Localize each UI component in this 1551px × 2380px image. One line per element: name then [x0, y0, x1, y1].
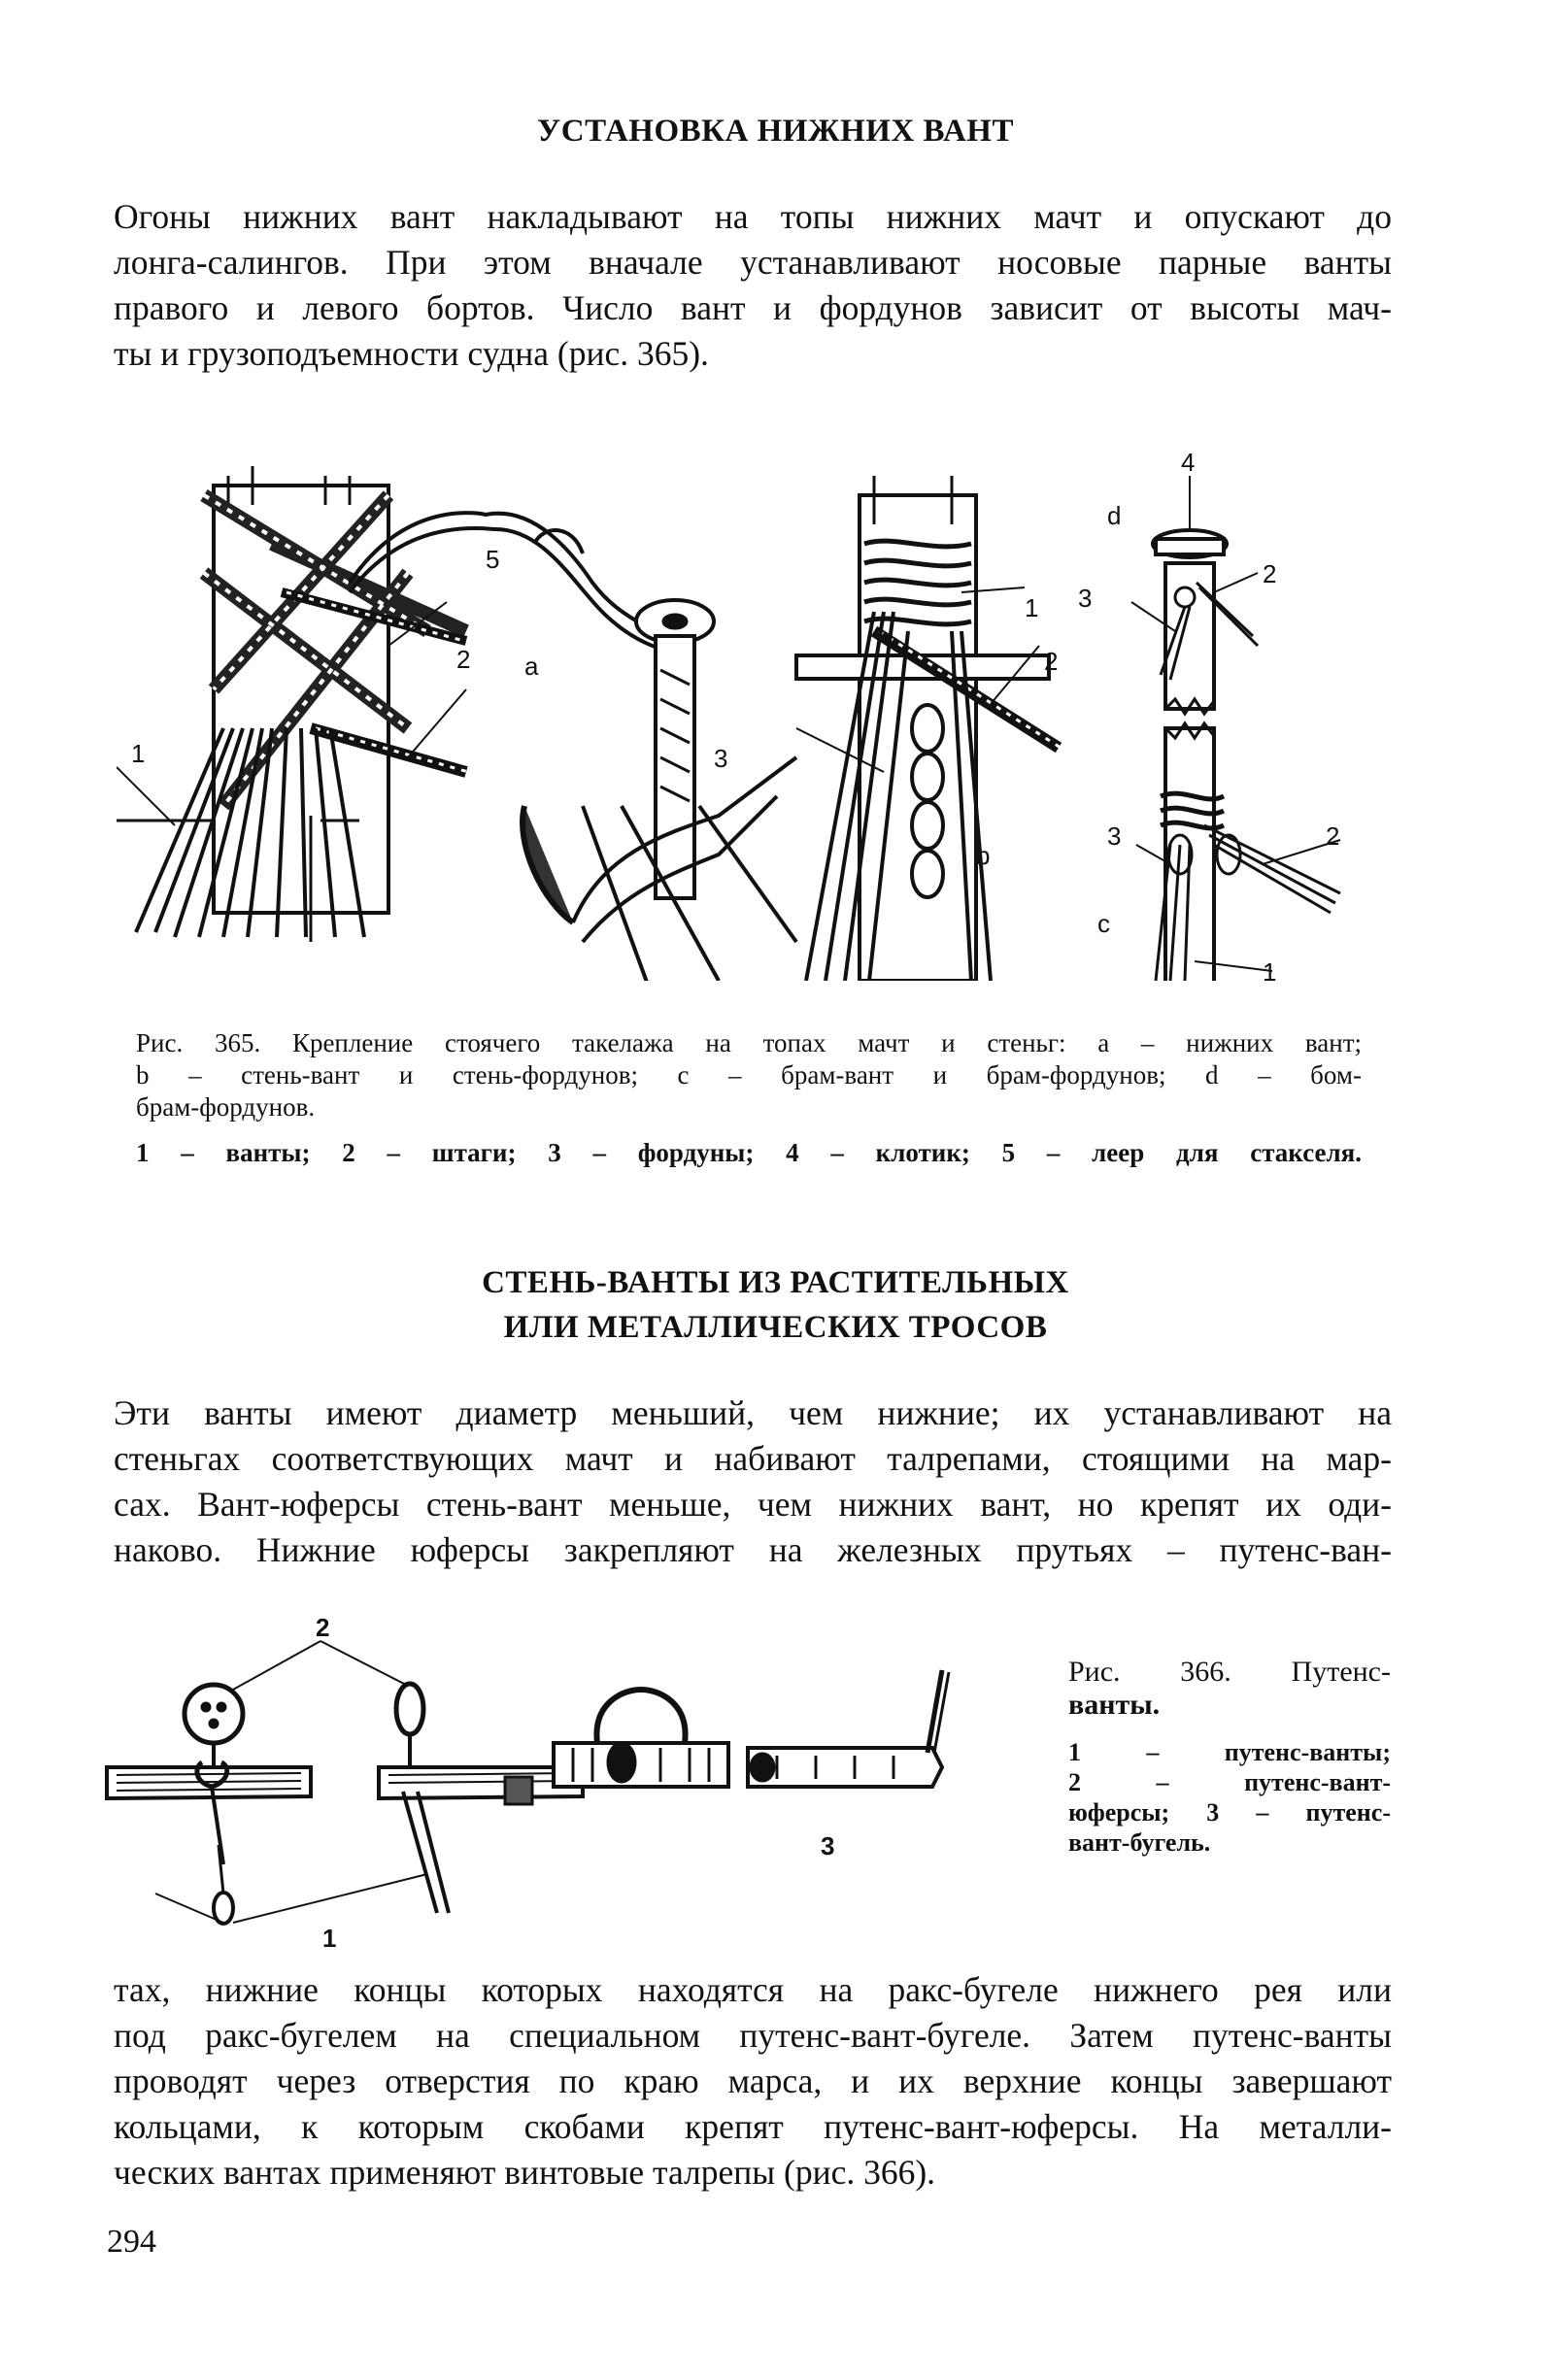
caption-line: брам-фордунов.	[136, 1092, 316, 1122]
fig366-label-1: 1	[322, 1924, 337, 1952]
caption-line: ванты.	[1068, 1689, 1161, 1721]
fig366-label-2: 2	[316, 1613, 330, 1642]
fig365-label-a: a	[524, 652, 539, 681]
futtock-shroud-ring-illustration	[107, 1641, 320, 1924]
caption-legend: 1 – ванты; 2 – штаги; 3 – фордуны; 4 – клотик; 5 – леер для стакселя.	[136, 1138, 1362, 1167]
caption-line: Рис. 365. Крепление стоячего такелажа на топах мачт и стеньг: а – нижних вант;	[136, 1028, 1362, 1057]
fig365-label-3-b: 3	[714, 744, 728, 773]
section-title-topmast-shrouds	[0, 1260, 1551, 1350]
paragraph-topmast-shrouds-continued	[114, 1967, 1392, 2196]
caption-legend-line: 1 – путенс-ванты;	[1068, 1738, 1391, 1766]
fig365-label-4: 4	[1181, 448, 1196, 477]
futtock-band-illustration	[554, 1670, 949, 1787]
text-line: лонга-салингов. При этом вначале устанавливают носовые парные ванты	[114, 243, 1392, 282]
caption-line: Рис. 366. Путенс-	[1068, 1656, 1391, 1688]
fig365-label-5: 5	[486, 545, 500, 574]
figure-366-drawing	[97, 1612, 1049, 1952]
topmast-b-illustration	[796, 476, 1061, 981]
fig365-label-c: c	[1097, 909, 1110, 938]
text-line: Эти ванты имеют диаметр меньший, чем нижние; их устанавливают на	[114, 1393, 1392, 1432]
text-line: кольцами, к которым скобами крепят путенс-вант-юферсы. На металли-	[114, 2107, 1392, 2146]
figure-365	[117, 437, 1418, 981]
section-title-line: СТЕНЬ-ВАНТЫ ИЗ РАСТИТЕЛЬНЫХ	[482, 1265, 1069, 1300]
fig365-label-d: d	[1107, 501, 1122, 530]
text-line: правого и левого бортов. Число вант и фордунов зависит от высоты мач-	[114, 288, 1392, 327]
text-line: сах. Вант-юферсы стень-вант меньше, чем нижних вант, но крепят их оди-	[114, 1485, 1392, 1524]
fig365-label-2-d: 2	[1263, 559, 1277, 588]
fig365-label-b: b	[976, 841, 991, 870]
fig365-label-3-c: 3	[1107, 821, 1122, 851]
paragraph-topmast-shrouds	[114, 1391, 1392, 1573]
text-line: стеньгах соответствующих мачт и набивают талрепами, стоящими на мар-	[114, 1439, 1392, 1478]
fig365-label-1-b: 1	[1025, 593, 1039, 622]
text-line: ты и грузоподъемности судна (рис. 365).	[114, 334, 709, 373]
fig365-label-2-c: 2	[1326, 821, 1340, 851]
deadeye-fitting-illustration	[523, 600, 796, 981]
page-number: 294	[107, 2224, 156, 2260]
caption-legend-line: юферсы; 3 – путенс-	[1068, 1798, 1391, 1827]
fig365-label-2-b: 2	[1044, 647, 1059, 676]
text-line: под ракс-бугелем на специальном путенс-вант-бугеле. Затем путенс-ванты	[114, 2016, 1392, 2055]
figure-365-caption	[136, 1027, 1362, 1169]
caption-legend-line: вант-бугель.	[1068, 1828, 1211, 1857]
text-line: Огоны нижних вант накладывают на топы нижних мачт и опускают до	[114, 197, 1392, 236]
caption-legend	[1068, 1737, 1391, 1858]
caption-legend-line: 2 – путенс-вант-	[1068, 1768, 1391, 1796]
text-line: проводят через отверстия по краю марса, и их верхние концы завершают	[114, 2062, 1392, 2100]
section-title-line: ИЛИ МЕТАЛЛИЧЕСКИХ ТРОСОВ	[503, 1310, 1048, 1345]
fig365-label-3-d: 3	[1078, 584, 1093, 613]
fig366-label-3: 3	[821, 1831, 835, 1860]
text-line: ческих вантах применяют винтовые талрепы (рис. 366).	[114, 2153, 936, 2192]
figure-365-drawing	[117, 437, 1418, 981]
fig365-label-1-c: 1	[1263, 957, 1277, 981]
fig365-label-1-a: 1	[131, 739, 146, 768]
fig365-label-2-a: 2	[456, 645, 471, 674]
paragraph-lower-shrouds	[114, 194, 1392, 377]
figure-366	[97, 1612, 1049, 1952]
text-line: тах, нижние концы которых находятся на ракс-бугеле нижнего рея или	[114, 1970, 1392, 2009]
section-title-lower-shrouds: УСТАНОВКА НИЖНИХ ВАНТ	[537, 114, 1014, 149]
royal-mast-cd-illustration	[1131, 476, 1340, 981]
figure-366-caption	[1068, 1656, 1391, 1858]
caption-line: b – стень-вант и стень-фордунов; с – брам-вант и брам-фордунов; d – бом-	[136, 1060, 1362, 1089]
text-line: наково. Нижние юферсы закрепляют на железных прутьях – путенс-ван-	[114, 1530, 1392, 1569]
